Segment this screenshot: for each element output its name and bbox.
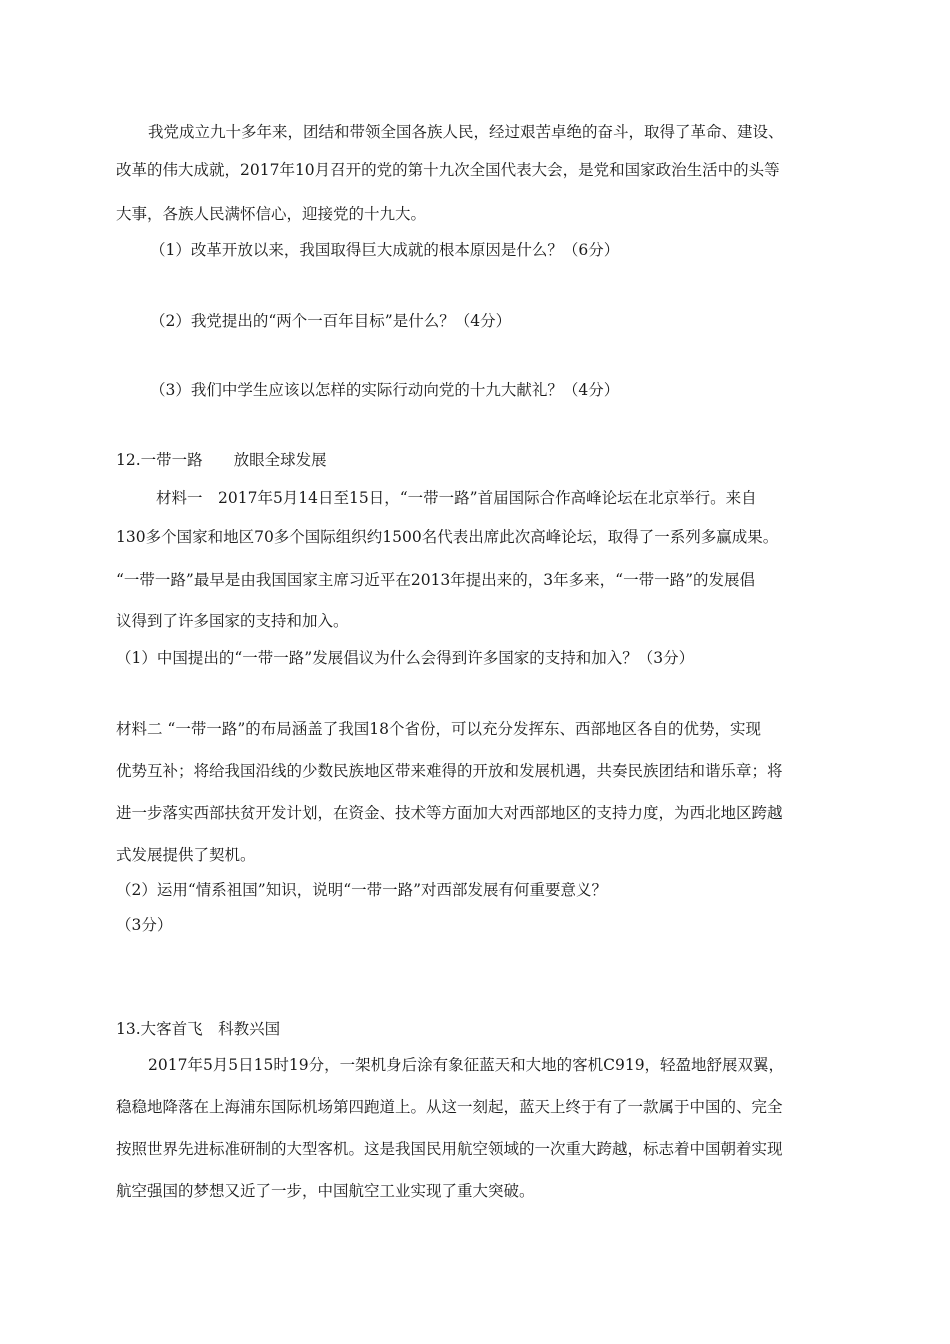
q12-question-2-score: （3分）: [116, 916, 173, 934]
q13-line: 稳稳地降落在上海浦东国际机场第四跑道上。从这一刻起，蓝天上终于有了一款属于中国的、完全: [116, 1098, 783, 1116]
intro-question-1: （1）改革开放以来，我国取得巨大成就的根本原因是什么？（6分）: [150, 241, 620, 259]
intro-line: 改革的伟大成就，2017年10月召开的党的第十九次全国代表大会，是党和国家政治生活中的头等: [116, 161, 780, 179]
q12-material1-line: 议得到了许多国家的支持和加入。: [116, 612, 349, 630]
q13-line: 按照世界先进标准研制的大型客机。这是我国民用航空领域的一次重大跨越，标志着中国朝着实现: [116, 1140, 783, 1158]
intro-question-3: （3）我们中学生应该以怎样的实际行动向党的十九大献礼？（4分）: [150, 381, 620, 399]
q13-title: 13.大客首飞 科教兴国: [116, 1020, 281, 1038]
q12-material2-line: 式发展提供了契机。: [116, 846, 256, 864]
q12-material1-line: “一带一路”最早是由我国国家主席习近平在2013年提出来的，3年多来，“一带一路”的发展倡: [116, 571, 756, 589]
q12-material1-line: 材料一 2017年5月14日至15日，“一带一路”首届国际合作高峰论坛在北京举行。来自: [156, 489, 757, 507]
q13-line: 航空强国的梦想又近了一步，中国航空工业实现了重大突破。: [116, 1182, 535, 1200]
intro-question-2: （2）我党提出的“两个一百年目标”是什么？（4分）: [150, 312, 512, 330]
q12-question-1: （1）中国提出的“一带一路”发展倡议为什么会得到许多国家的支持和加入？（3分）: [116, 649, 695, 667]
q12-question-2: （2）运用“情系祖国”知识，说明“一带一路”对西部发展有何重要意义？: [116, 881, 608, 899]
intro-line: 我党成立九十多年来，团结和带领全国各族人民，经过艰苦卓绝的奋斗，取得了革命、建设、: [148, 123, 784, 141]
q13-line: 2017年5月5日15时19分，一架机身后涂有象征蓝天和大地的客机C919，轻盈地舒展双翼，: [148, 1056, 785, 1074]
q12-title: 12.一带一路 放眼全球发展: [116, 451, 327, 469]
q12-material2-line: 进一步落实西部扶贫开发计划，在资金、技术等方面加大对西部地区的支持力度，为西北地区跨越: [116, 804, 783, 822]
q12-material1-line: 130多个国家和地区70多个国际组织约1500名代表出席此次高峰论坛，取得了一系列多赢成果。: [116, 528, 779, 546]
q12-material2-line: 材料二 “一带一路”的布局涵盖了我国18个省份，可以充分发挥东、西部地区各自的优势，实现: [116, 720, 762, 738]
q12-material2-line: 优势互补；将给我国沿线的少数民族地区带来难得的开放和发展机遇，共奏民族团结和谐乐章；将: [116, 762, 783, 780]
intro-line: 大事，各族人民满怀信心，迎接党的十九大。: [116, 205, 427, 223]
